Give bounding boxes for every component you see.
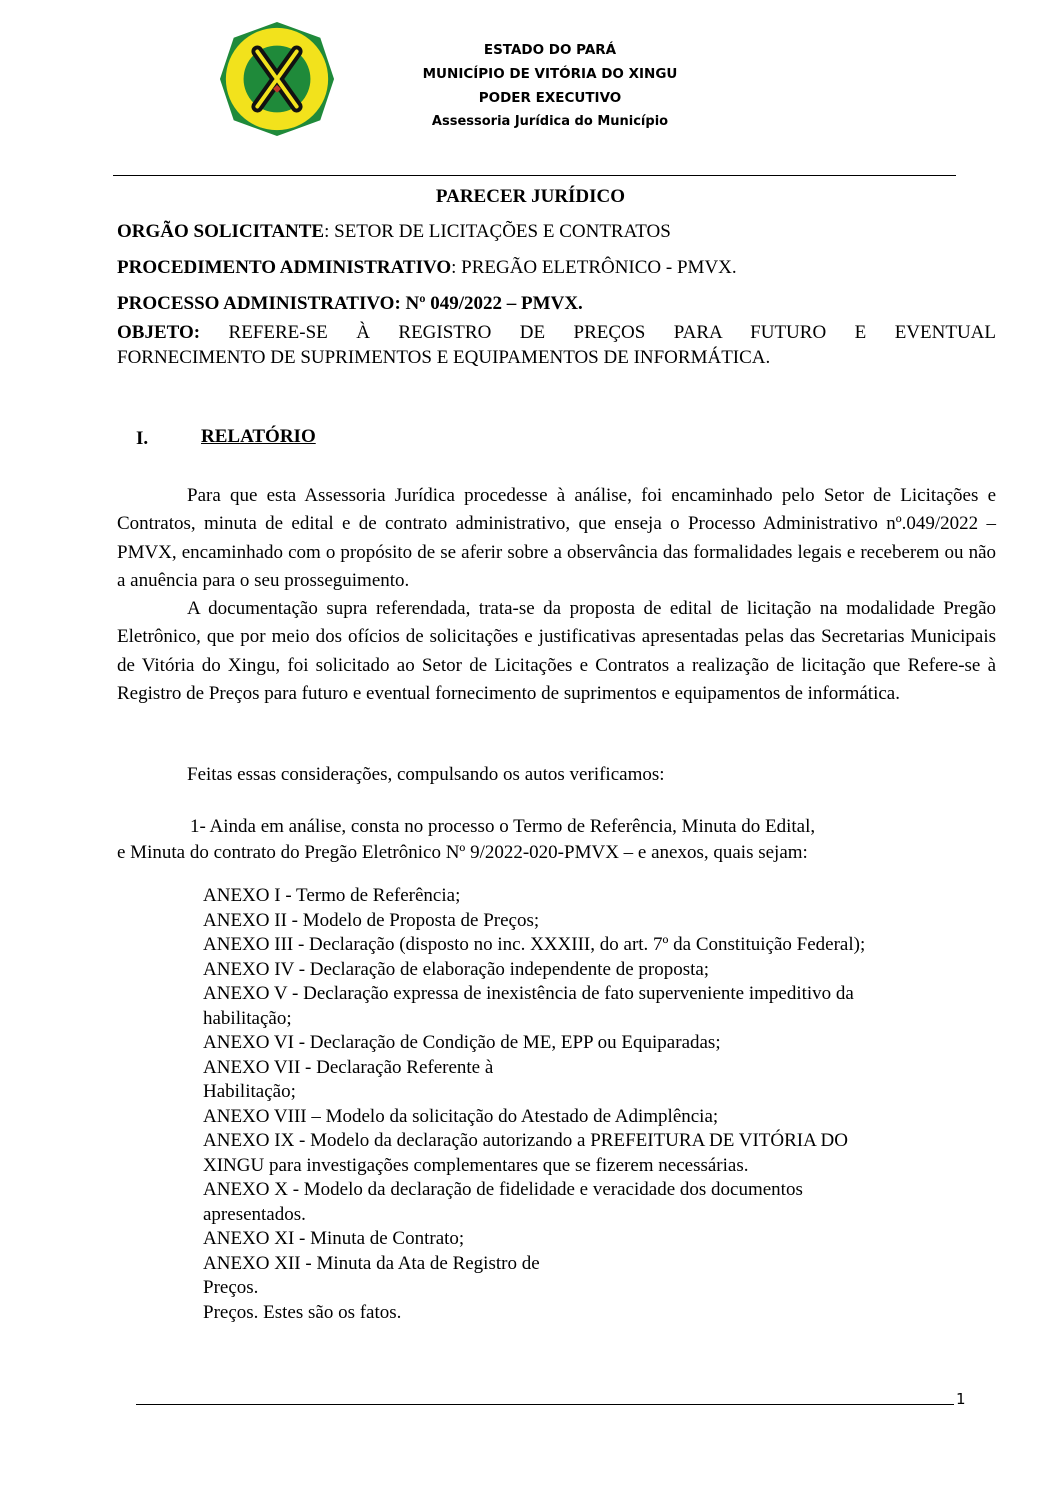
- orgao-label: ORGÃO SOLICITANTE: [117, 221, 325, 242]
- processo-line: [117, 293, 583, 315]
- list-item: Preços. Estes são os fatos.: [203, 1301, 402, 1323]
- objeto-text-2: FORNECIMENTO DE SUPRIMENTOS E EQUIPAMENTOS DE INFORMÁTICA.: [117, 347, 771, 368]
- processo-text: PROCESSO ADMINISTRATIVO: Nº 049/2022 – PMVX.: [117, 293, 583, 314]
- page-number: 1: [956, 1390, 966, 1408]
- list-item: Habilitação;: [203, 1081, 296, 1102]
- state-name: ESTADO DO PARÁ: [483, 42, 617, 58]
- orgao-value: : SETOR DE LICITAÇÕES E CONTRATOS: [324, 221, 671, 242]
- procedimento-line: [117, 257, 737, 279]
- list-item: habilitação;: [203, 1007, 292, 1029]
- section-number: I.: [136, 428, 149, 449]
- annex-list: [203, 884, 983, 1325]
- objeto-line-1: [117, 319, 996, 347]
- orgao-solicitante-line: [117, 221, 671, 243]
- footer-divider: [136, 1404, 954, 1405]
- procedimento-label: PROCEDIMENTO ADMINISTRATIVO: [117, 257, 452, 278]
- document-title: PARECER JURÍDICO: [435, 186, 626, 207]
- letterhead: [380, 38, 720, 134]
- list-item: ANEXO XI - Minuta de Contrato;: [203, 1228, 465, 1249]
- list-item: apresentados.: [203, 1203, 306, 1225]
- list-item: ANEXO IV - Declaração de elaboração independente de proposta;: [203, 958, 710, 980]
- office-name: Assessoria Jurídica do Município: [431, 114, 669, 129]
- header-divider: [113, 175, 956, 176]
- list-item: XINGU para investigações complementares que se fizerem necessárias.: [203, 1154, 749, 1176]
- list-item: ANEXO IX - Modelo da declaração autorizando a PREFEITURA DE VITÓRIA DO: [203, 1130, 848, 1151]
- paragraph-3: Feitas essas considerações, compulsando os autos verificamos:: [187, 764, 665, 785]
- list-item: ANEXO II - Modelo de Proposta de Preços;: [203, 909, 540, 931]
- list-item: ANEXO VI - Declaração de Condição de ME, EPP ou Equiparadas;: [203, 1032, 721, 1053]
- paragraph-1: Para que esta Assessoria Jurídica procedesse à análise, foi encaminhado pelo Setor de Licitações e Contratos, minuta de edital e de contrato administrativo, que enseja o Processo Administrativo nº.049/2022 – PMVX, encaminhado com o propósito de se aferir sobre a observância das formalidades legais e receberem ou não a anuência para o seu prosseguimento.: [117, 485, 996, 591]
- list-item: ANEXO X - Modelo da declaração de fidelidade e veracidade dos documentos: [203, 1179, 803, 1200]
- list-item: ANEXO III - Declaração (disposto no inc. XXXIII, do art. 7º da Constituição Federal);: [203, 934, 866, 955]
- list-item: ANEXO VII - Declaração Referente à: [203, 1056, 494, 1078]
- municipal-seal-logo: [218, 20, 336, 138]
- objeto-text-1: REFERE-SE À REGISTRO DE PREÇOS PARA FUTURO E EVENTUAL: [200, 322, 996, 343]
- municipality-name: MUNICÍPIO DE VITÓRIA DO XINGU: [422, 66, 678, 82]
- list-item: ANEXO I - Termo de Referência;: [203, 885, 461, 906]
- objeto-label: OBJETO:: [117, 322, 201, 343]
- branch-name: PODER EXECUTIVO: [478, 90, 622, 106]
- procedimento-value: : PREGÃO ELETRÔNICO - PMVX.: [451, 257, 737, 278]
- list-item: Preços.: [203, 1277, 259, 1298]
- paragraph-4-line-1: 1- Ainda em análise, consta no processo o Termo de Referência, Minuta do Edital,: [190, 816, 816, 837]
- paragraph-4-line-2: e Minuta do contrato do Pregão Eletrônico Nº 9/2022-020-PMVX – e anexos, quais sejam:: [117, 842, 808, 863]
- list-item: ANEXO VIII – Modelo da solicitação do Atestado de Adimplência;: [203, 1105, 719, 1127]
- list-item: ANEXO XII - Minuta da Ata de Registro de: [203, 1252, 540, 1274]
- paragraph-2: A documentação supra referendada, trata-se da proposta de edital de licitação na modalidade Pregão Eletrônico, que por meio dos ofícios de solicitações e justificativas apresentadas pelas das Secretarias Municipais de Vitória do Xingu, foi solicitado ao Setor de Licitações e Contratos a realização de licitação que Refere-se à Registro de Preços para futuro e eventual fornecimento de suprimentos e equipamentos de informática.: [117, 598, 996, 704]
- list-item: ANEXO V - Declaração expressa de inexistência de fato superveniente impeditivo da: [203, 983, 854, 1004]
- section-title: RELATÓRIO: [201, 426, 316, 447]
